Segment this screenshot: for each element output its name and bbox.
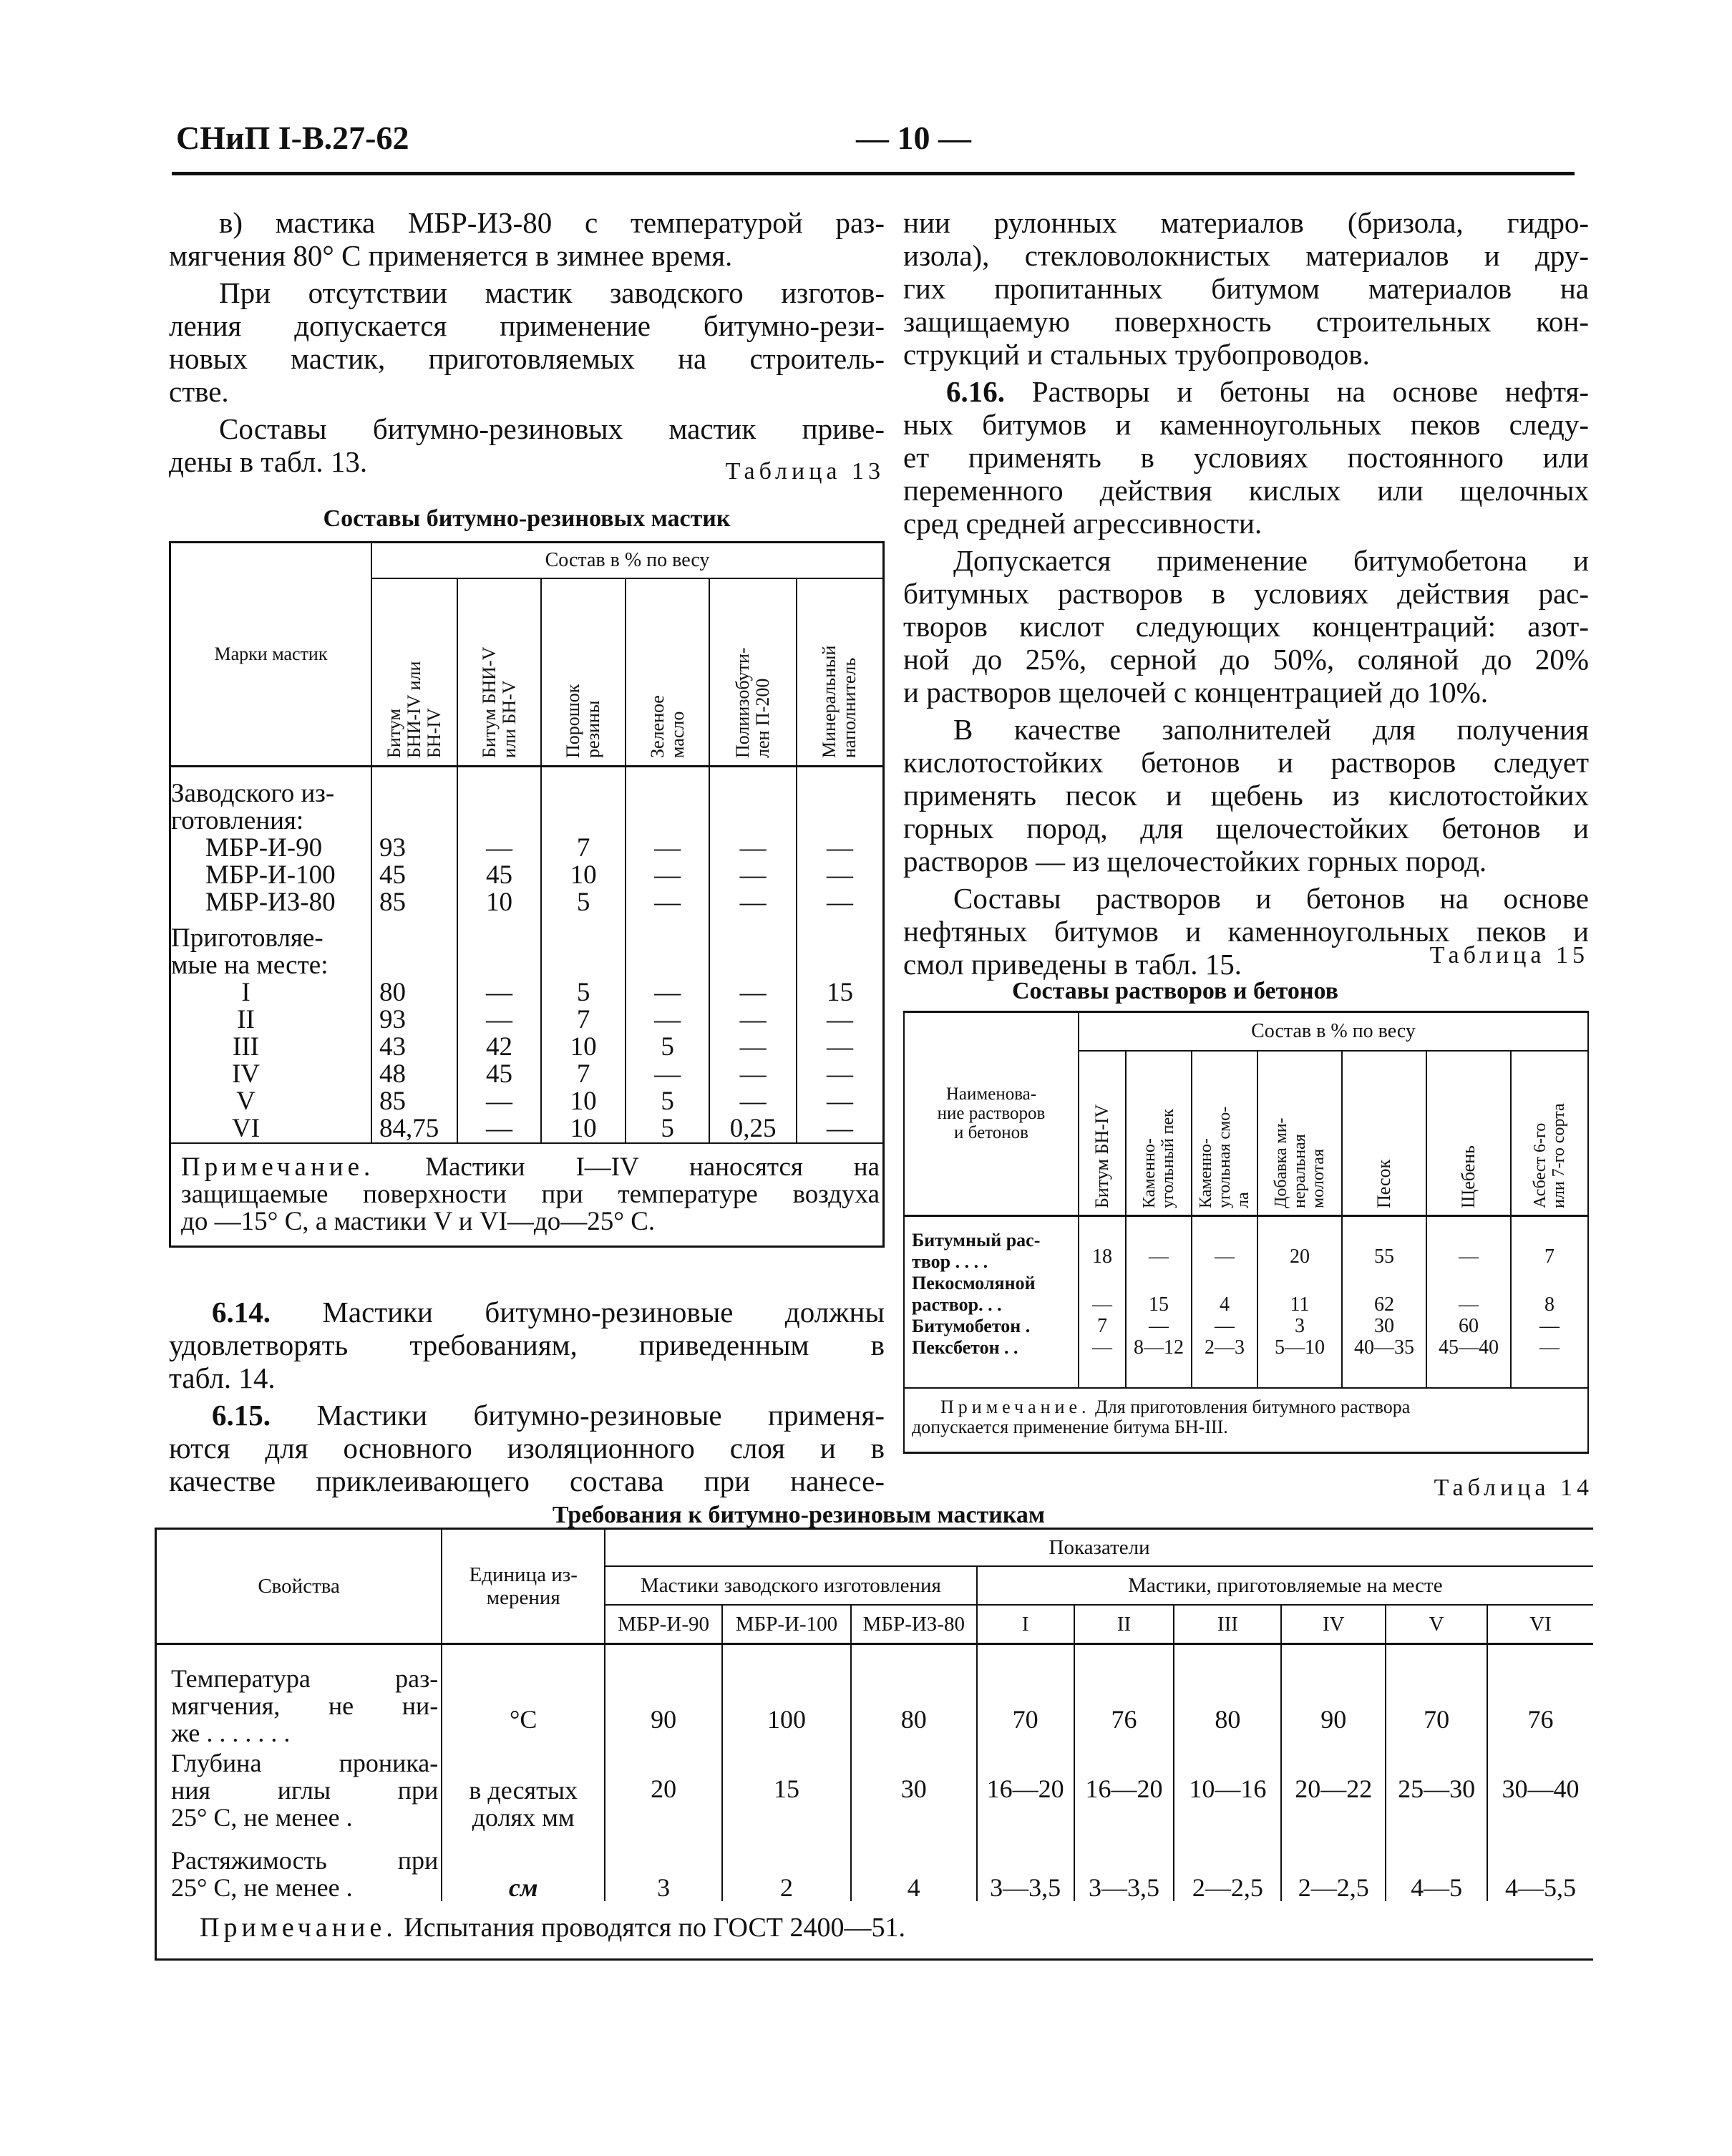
group-header: Состав в % по весу [1079, 1012, 1588, 1052]
cell: 7 [1511, 1215, 1588, 1273]
cell: — [797, 835, 884, 862]
cell: — [797, 1061, 884, 1088]
cell: 3—3,5 [1074, 1831, 1174, 1901]
right-column [903, 206, 1589, 981]
cell: — [626, 862, 710, 889]
group-label [170, 766, 371, 835]
cell-unit: см [442, 1831, 605, 1901]
row-label-line: Растяжимость при [171, 1846, 439, 1875]
cell: 45—40 [1426, 1337, 1511, 1388]
cell: 100 [722, 1644, 851, 1747]
col-header: V [1386, 1605, 1487, 1644]
table-row [170, 1006, 884, 1034]
cell: 0,25 [709, 1115, 797, 1143]
text-line: растворов — из щелочестойких горных пород. [903, 845, 1487, 878]
col-header: Битум БНИ-IV или БН-IV [371, 578, 457, 766]
cell: — [1192, 1215, 1257, 1273]
row-label-line: 25° С, не менее . [171, 1803, 353, 1832]
cell: 18 [1079, 1215, 1126, 1273]
text-line: применять песок и щебень из кислотостойких [903, 779, 1589, 812]
text-line: дены в табл. 13. [169, 445, 368, 478]
cell: — [457, 979, 542, 1006]
row-label-line: мягчения, не ни- [171, 1691, 439, 1720]
cell: 93 [371, 835, 457, 862]
paragraph [169, 276, 885, 408]
cell: — [626, 979, 710, 1006]
table14 [155, 1528, 1593, 1961]
cell: — [1511, 1337, 1588, 1388]
cell: 15 [1126, 1273, 1192, 1316]
page-number: — 10 — [856, 120, 971, 156]
table-row [170, 1034, 884, 1061]
table-row [170, 862, 884, 889]
col-header-name: Наименова- ние растворов и бетонов [937, 1084, 1046, 1143]
cell: — [709, 1088, 797, 1115]
row-label: Битумобетон . [912, 1315, 1031, 1336]
text-line: ных битумов и каменноугольных пеков следу- [903, 408, 1589, 441]
cell: 93 [371, 1006, 457, 1034]
col-header: VI [1487, 1605, 1593, 1644]
text-line: новых мастик, приготовляемых на строитель- [169, 342, 885, 375]
cell: 48 [371, 1061, 457, 1088]
cell: 8—12 [1126, 1337, 1192, 1388]
text-line: Допускается применение битумобетона и [953, 544, 1589, 577]
cell: 10 [541, 862, 626, 889]
cell: 4—5 [1386, 1831, 1487, 1901]
col-header: II [1074, 1605, 1174, 1644]
text-line: в) мастика МБР-ИЗ-80 с температурой раз- [219, 206, 885, 239]
cell: 40—35 [1342, 1337, 1426, 1388]
cell-unit: в десятых долях мм [442, 1747, 605, 1831]
note-text: Для приготовления битумного раствора [1095, 1396, 1411, 1417]
row-label-line: Глубина проника- [171, 1749, 439, 1777]
cell: 62 [1342, 1273, 1426, 1316]
cell: — [1192, 1316, 1257, 1337]
cell: — [1126, 1316, 1192, 1337]
cell: 2—2,5 [1174, 1831, 1281, 1901]
table-row [156, 1644, 1594, 1747]
row-label: Пексбетон . . [912, 1336, 1018, 1358]
cell: — [626, 1061, 710, 1088]
text-line: стве. [169, 375, 229, 408]
text-line: переменного действия кислых или щелочных [903, 474, 1589, 507]
cell: 20—22 [1281, 1747, 1386, 1831]
note-label: Примечание. [181, 1152, 375, 1182]
row-label-line: Температура раз- [171, 1664, 439, 1693]
text-line: нефтяных битумов и каменноугольных пеков и [903, 915, 1589, 948]
table15-note [904, 1388, 1588, 1453]
cell: 20 [1257, 1215, 1342, 1273]
cell: 43 [371, 1034, 457, 1061]
table14-number: Таблица 14 [1434, 1475, 1593, 1501]
table-row [904, 1337, 1588, 1388]
text-line: кислотостойких бетонов и растворов следует [903, 746, 1589, 779]
col-header: Каменно- угольный пек [1126, 1051, 1192, 1215]
cell: — [797, 862, 884, 889]
note-text: до —15° С, а мастики V и VI—до—25° С. [181, 1206, 656, 1236]
row-label: МБР-ИЗ-80 [205, 887, 336, 917]
cell: 42 [457, 1034, 542, 1061]
row-label: II [237, 1004, 255, 1034]
cell: — [797, 889, 884, 916]
text-line: творов кислот следующих концентраций: азот- [903, 610, 1589, 643]
table-row [170, 835, 884, 862]
cell: 90 [605, 1644, 722, 1747]
text-line: Составы битумно-резиновых мастик приве- [219, 412, 885, 445]
group-label [170, 916, 371, 979]
row-label: III [233, 1031, 259, 1062]
cell: 16—20 [1074, 1747, 1174, 1831]
cell: 4 [1192, 1273, 1257, 1316]
cell: 5 [541, 889, 626, 916]
cell: 5 [626, 1034, 710, 1061]
group-label-line: готовления: [171, 805, 304, 835]
row-label-line: же . . . . . . . [171, 1719, 291, 1747]
col-header: Песок [1342, 1051, 1426, 1215]
cell: 7 [541, 835, 626, 862]
table-row [904, 1316, 1588, 1337]
cell: 70 [977, 1644, 1074, 1747]
cell: 7 [541, 1061, 626, 1088]
text-line: сред средней агрессивности. [903, 507, 1262, 540]
row-label: Пекосмоляной раствор. . . [912, 1272, 1036, 1315]
cell: 2 [722, 1831, 851, 1901]
cell: 70 [1386, 1644, 1487, 1747]
cell: — [1426, 1215, 1511, 1273]
cell: — [457, 835, 542, 862]
row-label: I [241, 977, 250, 1007]
cell: 15 [722, 1747, 851, 1831]
cell: — [709, 979, 797, 1006]
cell: 10 [457, 889, 542, 916]
cell: — [797, 1034, 884, 1061]
col-header-property: Свойства [258, 1575, 340, 1598]
note-label: Примечание. [940, 1396, 1091, 1417]
cell: 3 [605, 1831, 722, 1901]
page-header [0, 119, 1732, 169]
table-row [156, 1831, 1594, 1901]
text-line: смол приведены в табл. 15. [903, 948, 1242, 981]
col-header: МБР-И-90 [605, 1605, 722, 1644]
table-row [170, 979, 884, 1006]
text-line: Составы растворов и бетонов на основе [953, 882, 1589, 915]
paragraph [903, 713, 1589, 878]
row-label: V [236, 1086, 256, 1116]
table15-number: Таблица 15 [1429, 942, 1589, 968]
table-row [170, 1115, 884, 1143]
text-line: горных пород, для щелочестойких бетонов и [903, 812, 1589, 845]
cell: 4—5,5 [1487, 1831, 1593, 1901]
table13-note [170, 1143, 884, 1247]
cell: 80 [371, 979, 457, 1006]
cell: — [709, 835, 797, 862]
col-header: Полиизобути- лен П-200 [709, 578, 797, 766]
cell: 5—10 [1257, 1337, 1342, 1388]
row-label: IV [231, 1059, 261, 1089]
cell: — [1079, 1337, 1126, 1388]
cell: 30 [851, 1747, 977, 1831]
col-header: Добавка ми- неральная молотая [1257, 1051, 1342, 1215]
col-header: Минеральный наполнитель [797, 578, 884, 766]
cell: 20 [605, 1747, 722, 1831]
cell: 10 [541, 1034, 626, 1061]
cell: — [797, 1088, 884, 1115]
text-line: Мастики битумно-резиновые применя- [316, 1399, 885, 1432]
table14-note [156, 1901, 1594, 1960]
cell: 85 [371, 1088, 457, 1115]
row-label [156, 1747, 442, 1831]
paragraph [169, 1296, 885, 1394]
cell: 45 [457, 862, 542, 889]
cell: 90 [1281, 1644, 1386, 1747]
cell: — [797, 1115, 884, 1143]
row-label-line: ния иглы при [171, 1776, 439, 1805]
text-line: Растворы и бетоны на основе нефтя- [1031, 375, 1590, 408]
table13-number: Таблица 13 [725, 458, 885, 485]
cell: 8 [1511, 1273, 1588, 1316]
cell: 5 [626, 1115, 710, 1143]
col-header: Каменно- угольная смо- ла [1192, 1051, 1257, 1215]
row-label [156, 1644, 442, 1747]
section-number: 6.16. [946, 375, 1005, 408]
left-column [169, 206, 885, 478]
cell: 2—2,5 [1281, 1831, 1386, 1901]
table14-title: Требования к битумно-резиновым мастикам [552, 1502, 1046, 1528]
col-header: МБР-И-100 [722, 1605, 851, 1644]
cell: 76 [1074, 1644, 1174, 1747]
paragraph [903, 206, 1589, 371]
subgroup-header-factory: Мастики заводского изготовления [605, 1566, 977, 1605]
cell: — [457, 1006, 542, 1034]
text-line: гих пропитанных битумом материалов на [903, 272, 1589, 305]
cell: 80 [1174, 1644, 1281, 1747]
cell: 5 [626, 1088, 710, 1115]
table-row [170, 1088, 884, 1115]
cell: 15 [797, 979, 884, 1006]
group-header: Состав в % по весу [371, 543, 884, 579]
cell: — [1511, 1316, 1588, 1337]
cell: 3 [1257, 1316, 1342, 1337]
cell: 60 [1426, 1316, 1511, 1337]
cell: — [457, 1088, 542, 1115]
note-text: допускается применение битума БН-III. [912, 1416, 1228, 1437]
text-line: ются для основного изоляционного слоя и в [169, 1432, 885, 1465]
text-line: битумных растворов в условиях действия рас- [903, 577, 1589, 610]
text-line: мягчения 80° С применяется в зимнее время. [169, 239, 733, 272]
text-line: В качестве заполнителей для получения [953, 713, 1589, 746]
text-line: Мастики битумно-резиновые должны [322, 1296, 885, 1329]
table-row [170, 889, 884, 916]
cell: — [626, 835, 710, 862]
text-line: При отсутствии мастик заводского изготов- [219, 276, 885, 309]
row-label [156, 1831, 442, 1901]
cell: 10 [541, 1088, 626, 1115]
cell: — [709, 1061, 797, 1088]
cell: 4 [851, 1831, 977, 1901]
col-header: IV [1281, 1605, 1386, 1644]
col-header: III [1174, 1605, 1281, 1644]
cell: 76 [1487, 1644, 1593, 1747]
table13 [169, 541, 885, 1248]
col-header: МБР-ИЗ-80 [851, 1605, 977, 1644]
cell: 85 [371, 889, 457, 916]
col-header: Асбест 6-го или 7-го сорта [1511, 1051, 1588, 1215]
cell: — [797, 1006, 884, 1034]
cell: 55 [1342, 1215, 1426, 1273]
col-header-unit: Единица из- мерения [442, 1529, 605, 1644]
text-line: табл. 14. [169, 1361, 276, 1394]
text-line: струкций и стальных трубопроводов. [903, 338, 1370, 371]
left-column-lower [169, 1296, 885, 1497]
cell: — [457, 1115, 542, 1143]
group-header: Показатели [605, 1529, 1593, 1567]
section-number: 6.14. [212, 1296, 271, 1329]
note-text: Испытания проводятся по ГОСТ 2400—51. [404, 1913, 906, 1943]
cell: — [709, 1006, 797, 1034]
cell: 45 [457, 1061, 542, 1088]
col-header: Зеленое масло [626, 578, 710, 766]
text-line: ной до 25%, серной до 50%, соляной до 20% [903, 643, 1589, 676]
row-label-line: 25° С, не менее . [171, 1873, 353, 1902]
cell-unit: °С [442, 1644, 605, 1747]
table15-title: Составы растворов и бетонов [1011, 978, 1338, 1004]
cell: 45 [371, 862, 457, 889]
document-code: СНиП І-В.27-62 [176, 120, 409, 156]
col-header: Битум БН-IV [1079, 1051, 1126, 1215]
text-line: ления допускается применение битумно-рези- [169, 309, 885, 342]
text-line: защищаемую поверхность строительных кон- [903, 305, 1589, 338]
cell: 84,75 [371, 1115, 457, 1143]
col-header: I [977, 1605, 1074, 1644]
cell: 25—30 [1386, 1747, 1487, 1831]
cell: 10 [541, 1115, 626, 1143]
paragraph [903, 544, 1589, 709]
cell: 7 [541, 1006, 626, 1034]
cell: — [1426, 1273, 1511, 1316]
col-header: Битум БНИ-V или БН-V [457, 578, 542, 766]
section-number: 6.15. [212, 1399, 271, 1432]
table15 [903, 1011, 1589, 1454]
row-label: Битумный рас- твор . . . . [912, 1229, 1041, 1272]
table-row [170, 1061, 884, 1088]
text-line: и растворов щелочей с концентрацией до 10%. [903, 676, 1489, 709]
text-line: удовлетворять требованиям, приведенным в [169, 1329, 885, 1361]
group-label-line: Приготовляе- [171, 923, 323, 953]
text-line: изола), стекловолокнистых материалов и дру- [903, 239, 1589, 272]
table-row [156, 1747, 1594, 1831]
cell: 5 [541, 979, 626, 1006]
cell: 80 [851, 1644, 977, 1747]
header-rule [172, 172, 1575, 175]
note-label: Примечание. [200, 1913, 397, 1943]
cell: 10—16 [1174, 1747, 1281, 1831]
row-label: VI [231, 1113, 261, 1143]
cell: — [626, 889, 710, 916]
table13-title: Составы битумно-резиновых мастик [323, 505, 731, 532]
note-text: Мастики I—IV наносятся на [425, 1152, 880, 1182]
text-line: ет применять в условиях постоянного или [903, 441, 1589, 474]
cell: 7 [1079, 1316, 1126, 1337]
text-line: нии рулонных материалов (бризола, гидро- [903, 206, 1589, 239]
cell: 2—3 [1192, 1337, 1257, 1388]
note-text: защищаемые поверхности при температуре воздуха [181, 1179, 880, 1209]
cell: — [626, 1006, 710, 1034]
cell: — [1079, 1273, 1126, 1316]
text-line: качестве приклеивающего состава при нанесе- [169, 1465, 885, 1497]
cell: 30 [1342, 1316, 1426, 1337]
col-header: Порошок резины [541, 578, 626, 766]
table-row [904, 1273, 1588, 1316]
cell: — [709, 889, 797, 916]
row-label: МБР-И-100 [205, 860, 336, 890]
row-label: МБР-И-90 [205, 832, 323, 863]
paragraph [169, 206, 885, 272]
cell: — [709, 862, 797, 889]
cell: 30—40 [1487, 1747, 1593, 1831]
paragraph [903, 375, 1589, 540]
group-label-line: мые на месте: [171, 950, 329, 980]
subgroup-header-onsite: Мастики, приготовляемые на месте [977, 1566, 1593, 1605]
cell: 11 [1257, 1273, 1342, 1316]
cell: 16—20 [977, 1747, 1074, 1831]
table-row [904, 1215, 1588, 1273]
cell: 3—3,5 [977, 1831, 1074, 1901]
cell: — [709, 1034, 797, 1061]
col-header-mark: Марки мастик [214, 643, 328, 664]
cell: — [1126, 1215, 1192, 1273]
col-header: Щебень [1426, 1051, 1511, 1215]
group-label-line: Заводского из- [171, 778, 335, 808]
